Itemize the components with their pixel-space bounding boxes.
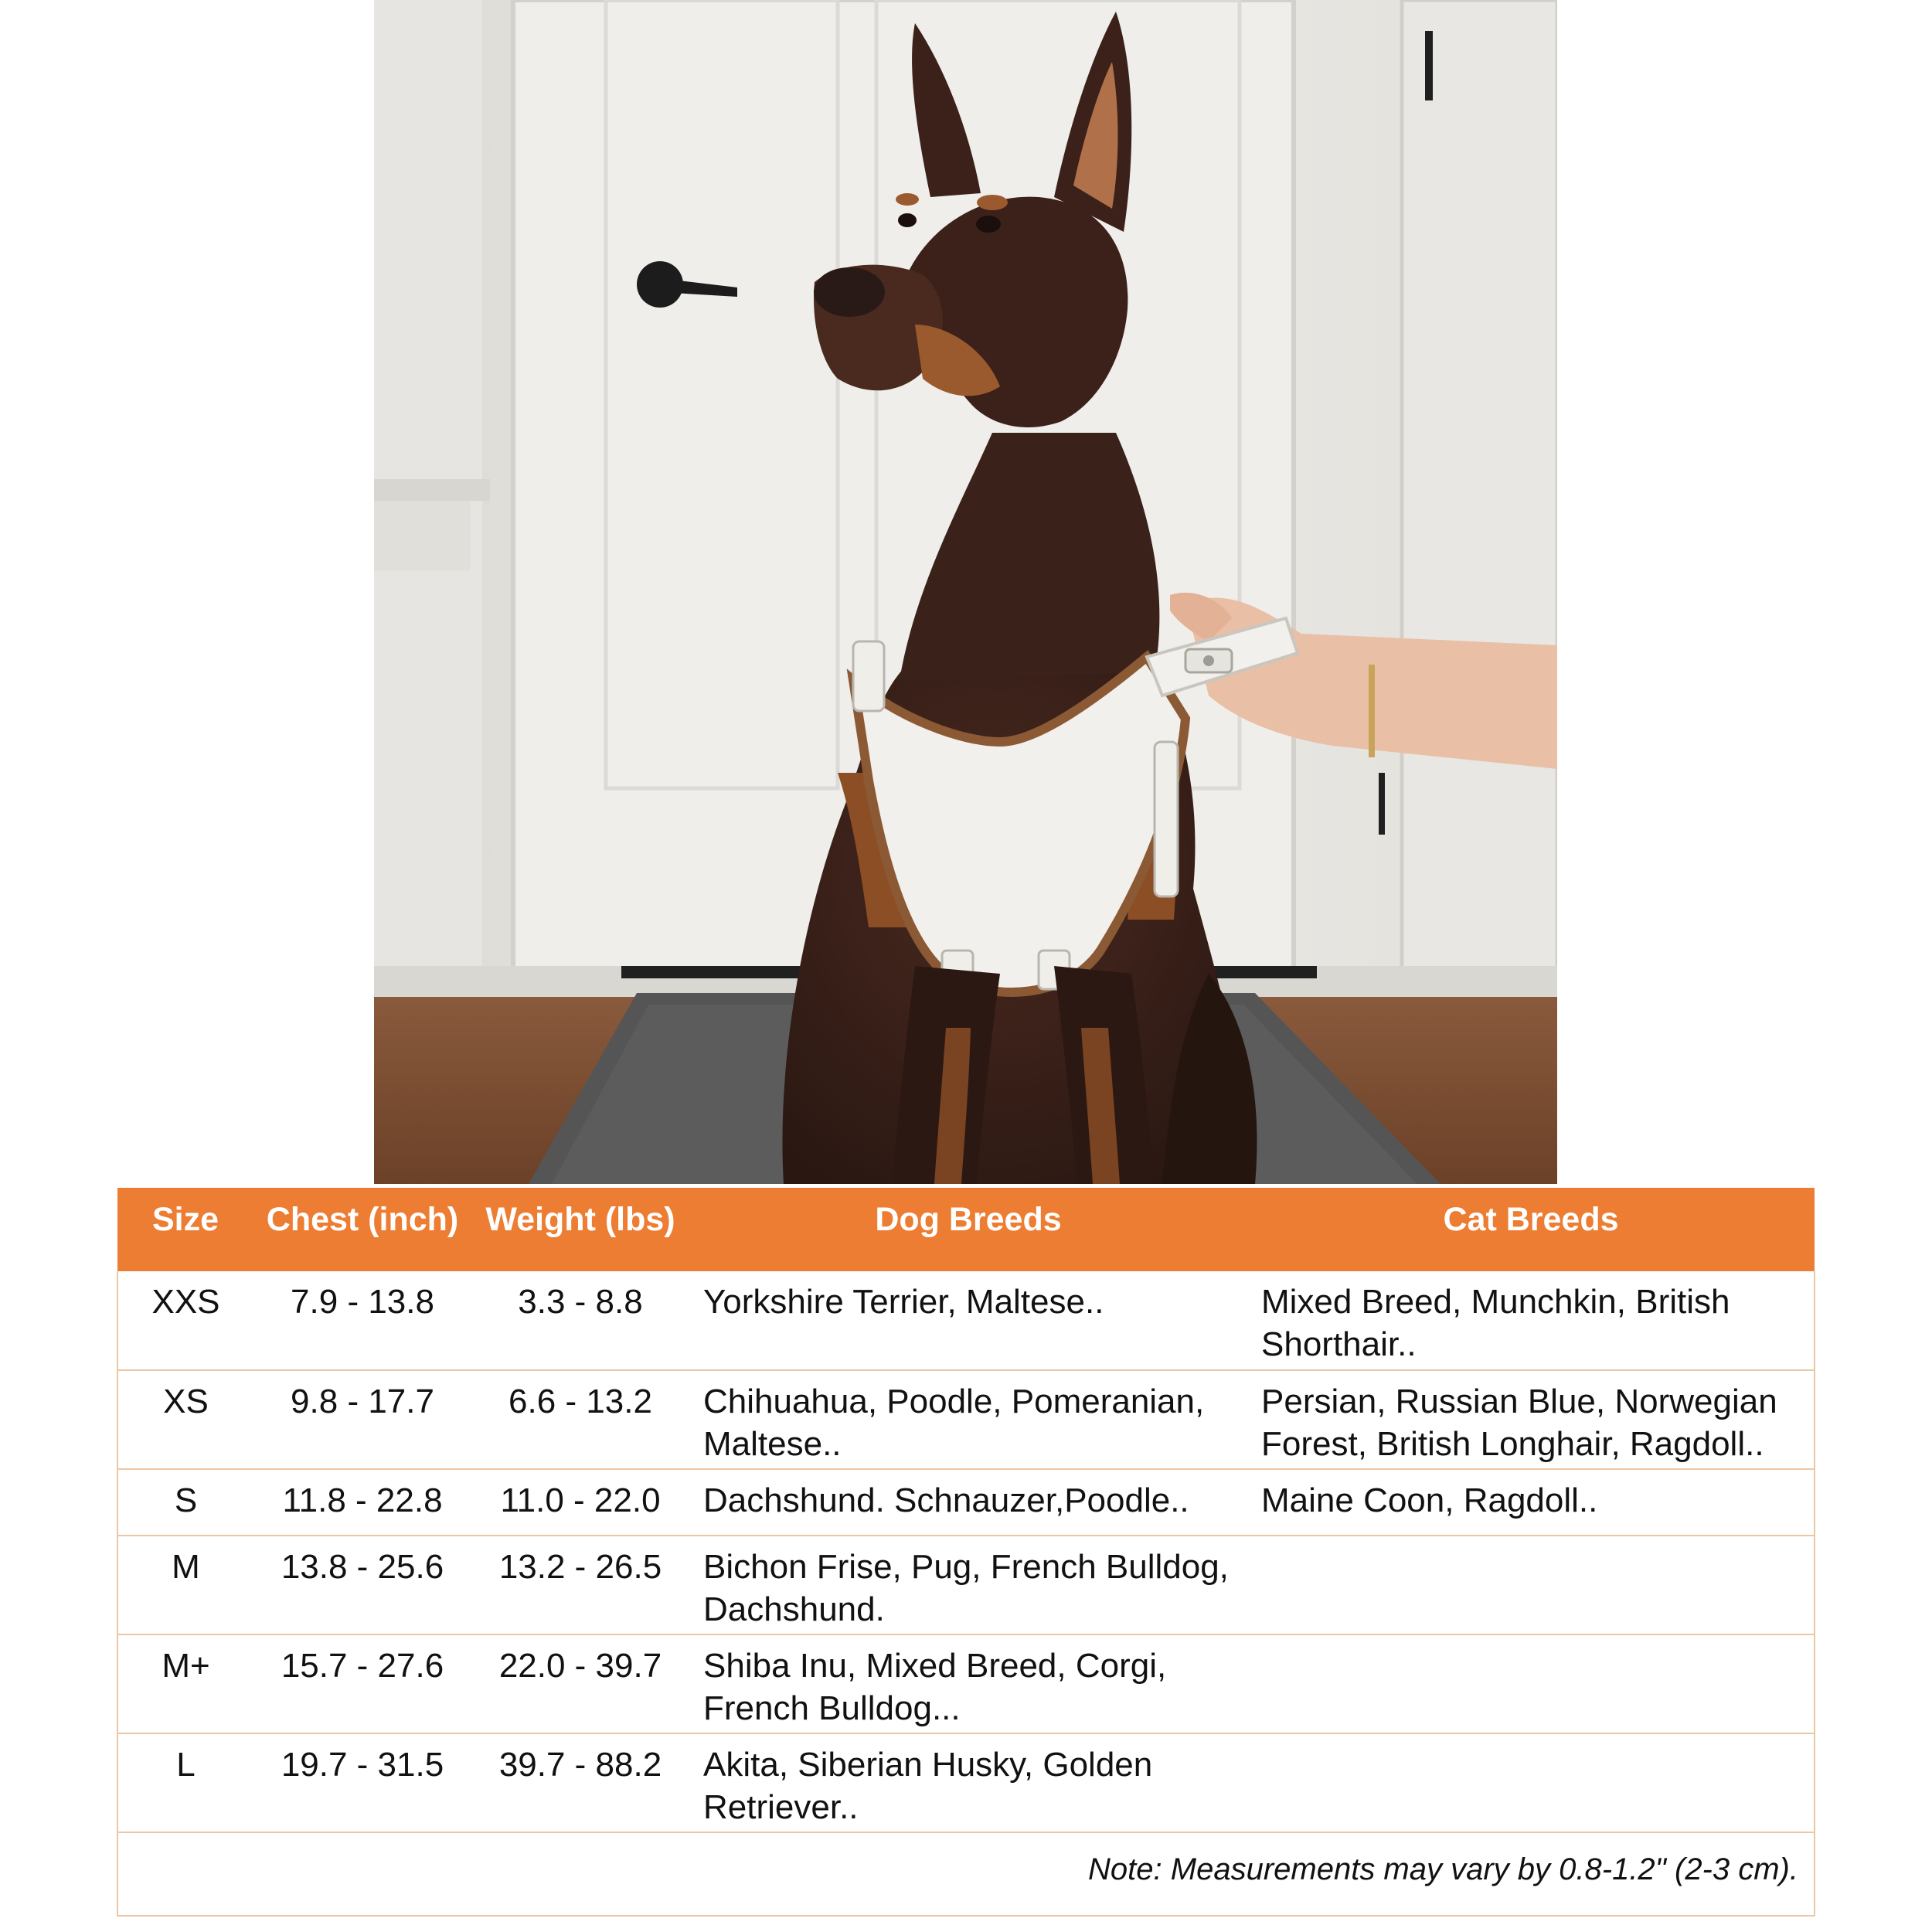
doberman-harness-illustration [374,0,1557,1184]
header-cat-breeds: Cat Breeds [1247,1188,1815,1271]
cell-cat-breeds: Maine Coon, Ragdoll.. [1247,1469,1815,1536]
table-row [117,1469,1815,1536]
cell-chest: 15.7 - 27.6 [253,1634,471,1733]
cell-chest: 7.9 - 13.8 [253,1271,471,1370]
table-note-row [117,1832,1815,1916]
cell-chest: 13.8 - 25.6 [253,1536,471,1634]
cell-cat-breeds: Mixed Breed, Munchkin, British Shorthair.. [1247,1271,1815,1370]
table-row [117,1634,1815,1733]
cell-size: M+ [117,1634,253,1733]
cell-dog-breeds: Dachshund. Schnauzer,Poodle.. [689,1469,1247,1536]
cell-dog-breeds: Akita, Siberian Husky, Golden Retriever.. [689,1733,1247,1832]
cell-dog-breeds: Shiba Inu, Mixed Breed, Corgi, French Bulldog... [689,1634,1247,1733]
cell-weight: 11.0 - 22.0 [471,1469,689,1536]
table-row [117,1536,1815,1634]
cell-cat-breeds [1247,1536,1815,1634]
header-chest: Chest (inch) [253,1188,471,1271]
size-chart-table [117,1188,1815,1917]
table-row [117,1271,1815,1370]
header-size: Size [117,1188,253,1271]
cell-weight: 6.6 - 13.2 [471,1370,689,1469]
cell-cat-breeds [1247,1634,1815,1733]
cell-dog-breeds: Yorkshire Terrier, Maltese.. [689,1271,1247,1370]
cell-cat-breeds [1247,1733,1815,1832]
cell-size: XXS [117,1271,253,1370]
cell-size: S [117,1469,253,1536]
cell-weight: 3.3 - 8.8 [471,1271,689,1370]
table-row [117,1370,1815,1469]
cell-cat-breeds: Persian, Russian Blue, Norwegian Forest, British Longhair, Ragdoll.. [1247,1370,1815,1469]
cell-weight: 22.0 - 39.7 [471,1634,689,1733]
table-row [117,1733,1815,1832]
measurement-note: Note: Measurements may vary by 0.8-1.2" (2-3 cm). [117,1832,1815,1916]
cell-size: M [117,1536,253,1634]
table-header-row [117,1188,1815,1271]
header-weight: Weight (lbs) [471,1188,689,1271]
cell-chest: 9.8 - 17.7 [253,1370,471,1469]
cell-size: XS [117,1370,253,1469]
cell-chest: 11.8 - 22.8 [253,1469,471,1536]
cell-size: L [117,1733,253,1832]
cell-dog-breeds: Chihuahua, Poodle, Pomeranian, Maltese.. [689,1370,1247,1469]
cell-weight: 13.2 - 26.5 [471,1536,689,1634]
cell-dog-breeds: Bichon Frise, Pug, French Bulldog, Dachshund. [689,1536,1247,1634]
cell-weight: 39.7 - 88.2 [471,1733,689,1832]
header-dog-breeds: Dog Breeds [689,1188,1247,1271]
cell-chest: 19.7 - 31.5 [253,1733,471,1832]
product-photo [374,0,1557,1184]
